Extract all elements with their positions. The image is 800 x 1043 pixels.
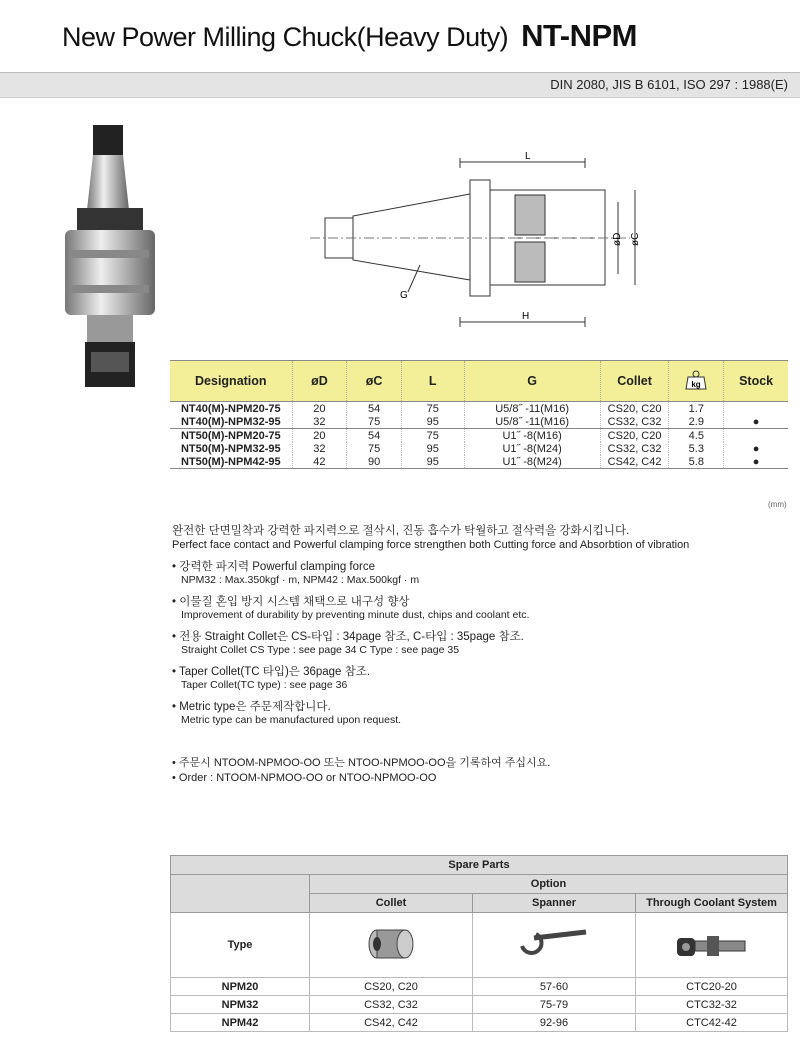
spec-header-row: [170, 361, 788, 402]
col-collet: Collet: [600, 361, 669, 402]
stock-cell: ●: [724, 442, 788, 455]
col-weight: [669, 361, 724, 402]
col-oc: øC: [347, 361, 402, 402]
table-row: [170, 442, 788, 455]
unit-label: (mm): [768, 500, 787, 509]
cell: 95: [401, 415, 464, 429]
spare-parts-table: [170, 855, 788, 1032]
bullet-sub: Straight Collet CS Type : see page 34 C Type : see page 35: [181, 644, 460, 656]
list-item: [172, 628, 772, 657]
cell: 75-79: [473, 996, 636, 1014]
blank-cell: [171, 875, 310, 913]
intro-en: Perfect face contact and Powerful clamping force strengthen both Cutting force and Absorbtion of vibration: [172, 539, 690, 551]
intro-ko: 완전한 단면밀착과 강력한 파지력으로 절삭시, 진동 흡수가 탁월하고 절삭력을 강화시킵니다.: [172, 525, 630, 537]
feature-list: [172, 558, 772, 733]
cell: NPM20: [171, 978, 310, 996]
cell: 4.5: [669, 429, 724, 443]
table-row: [170, 455, 788, 469]
table-row: [170, 402, 788, 416]
cell: U1˝ -8(M16): [464, 429, 600, 443]
cell: NT40(M)-NPM32-95: [180, 415, 281, 428]
col-stock: Stock: [724, 361, 788, 402]
label-G: G: [400, 290, 408, 301]
stock-cell: ●: [724, 455, 788, 469]
option-row: [171, 875, 788, 894]
cell: 54: [347, 429, 402, 443]
cell: 42: [292, 455, 347, 469]
label-L: L: [525, 151, 531, 162]
label-C: øC: [630, 232, 641, 246]
list-item: [172, 698, 772, 727]
cell: 75: [347, 442, 402, 455]
col-designation: Designation: [170, 361, 292, 402]
table-row: [170, 429, 788, 443]
cell: NT40(M)-NPM20-75: [180, 402, 281, 415]
cell: 5.3: [669, 442, 724, 455]
table-row: [170, 415, 788, 429]
title-text: New Power Milling Chuck(Heavy Duty): [62, 22, 509, 52]
cell: 95: [401, 442, 464, 455]
col-coolant: Through Coolant System: [636, 894, 788, 913]
order-info: [172, 756, 550, 786]
col-collet: Collet: [310, 894, 473, 913]
spare-title: Spare Parts: [171, 856, 788, 875]
bullet-head: • 강력한 파지력 Powerful clamping force: [172, 561, 375, 573]
list-item: [172, 663, 772, 692]
list-item: [172, 593, 772, 622]
cell: 75: [401, 429, 464, 443]
intro-text: [172, 524, 689, 552]
cell: 90: [347, 455, 402, 469]
cell: CS32, C32: [600, 415, 669, 429]
table-row: [171, 996, 788, 1014]
list-item: [172, 558, 772, 587]
cell: 32: [292, 415, 347, 429]
bullet-sub: NPM32 : Max.350kgf · m, NPM42 : Max.500kgf · m: [181, 574, 420, 586]
weight-icon: [685, 370, 707, 390]
technical-drawing: [300, 150, 660, 340]
page-title: [62, 18, 637, 54]
product-photo: [55, 120, 165, 390]
table-row: [171, 978, 788, 996]
cell: NT50(M)-NPM20-75: [170, 429, 292, 443]
cell: CTC42-42: [636, 1014, 788, 1032]
collet-image-cell: [310, 913, 473, 978]
cell: 54: [347, 402, 402, 416]
order-ko: • 주문시 NTOOM-NPMOO-OO 또는 NTOO-NPMOO-OO을 기록하여 주십시요.: [172, 757, 551, 769]
bullet-sub: Improvement of durability by preventing minute dust, chips and coolant etc.: [181, 609, 530, 621]
standards-text: DIN 2080, JIS B 6101, ISO 297 : 1988(E): [550, 77, 788, 92]
col-l: L: [401, 361, 464, 402]
cell: NT50(M)-NPM32-95: [180, 442, 281, 455]
type-label: Type: [171, 913, 310, 978]
option-header: Option: [310, 875, 788, 894]
spanner-icon: [514, 924, 594, 964]
label-D: øD: [612, 232, 623, 246]
collet-icon: [361, 924, 421, 964]
cell: U1˝ -8(M24): [464, 455, 600, 469]
cell: CS20, C20: [600, 402, 669, 416]
col-spanner: Spanner: [473, 894, 636, 913]
cell: CS20, C20: [310, 978, 473, 996]
bullet-sub: Taper Collet(TC type) : see page 36: [181, 679, 348, 691]
label-H: H: [522, 311, 530, 322]
bullet-head: • 전용 Straight Collet은 CS-타입 : 34page 참조, C-타입 : 35page 참조.: [172, 631, 524, 643]
type-image-row: [171, 913, 788, 978]
spanner-image-cell: [473, 913, 636, 978]
title-area: [0, 0, 800, 70]
bullet-head: • 이물질 혼입 방지 시스템 채택으로 내구성 향상: [172, 596, 410, 608]
spec-table: [170, 360, 788, 469]
cell: U5/8˝ -11(M16): [464, 415, 600, 429]
cell: NT50(M)-NPM42-95: [170, 455, 292, 469]
bullet-sub: Metric type can be manufactured upon request.: [181, 714, 402, 726]
cell: 20: [292, 402, 347, 416]
bullet-head: • Taper Collet(TC 타입)은 36page 참조.: [172, 666, 371, 678]
cell: CS42, C42: [310, 1014, 473, 1032]
spare-title-row: [171, 856, 788, 875]
col-od: øD: [292, 361, 347, 402]
coolant-system-icon: [667, 924, 757, 964]
coolant-image-cell: [636, 913, 788, 978]
cell: 2.9: [669, 415, 724, 429]
cell: 5.8: [669, 455, 724, 469]
standards-bar: [0, 72, 800, 98]
cell: 75: [347, 415, 402, 429]
col-g: G: [464, 361, 600, 402]
cell: CS20, C20: [600, 429, 669, 443]
cell: NPM42: [171, 1014, 310, 1032]
order-en: • Order : NTOOM-NPMOO-OO or NTOO-NPMOO-OO: [172, 772, 437, 784]
weight-unit: kg: [691, 379, 701, 389]
cell: 32: [292, 442, 347, 455]
cell: CS32, C32: [310, 996, 473, 1014]
stock-cell: [724, 402, 788, 416]
cell: 1.7: [669, 402, 724, 416]
cell: CS42, C42: [600, 455, 669, 469]
cell: 57-60: [473, 978, 636, 996]
cell: U5/8˝ -11(M16): [464, 402, 600, 416]
table-row: [171, 1014, 788, 1032]
stock-cell: ●: [724, 415, 788, 429]
cell: 95: [401, 455, 464, 469]
stock-cell: [724, 429, 788, 443]
cell: CTC20-20: [636, 978, 788, 996]
cell: 20: [292, 429, 347, 443]
cell: U1˝ -8(M24): [464, 442, 600, 455]
bullet-head: • Metric type은 주문제작합니다.: [172, 701, 331, 713]
cell: 92-96: [473, 1014, 636, 1032]
model-name: NT-NPM: [521, 18, 637, 53]
cell: CTC32-32: [636, 996, 788, 1014]
cell: NPM32: [171, 996, 310, 1014]
cell: CS32, C32: [600, 442, 669, 455]
cell: 75: [401, 402, 464, 416]
